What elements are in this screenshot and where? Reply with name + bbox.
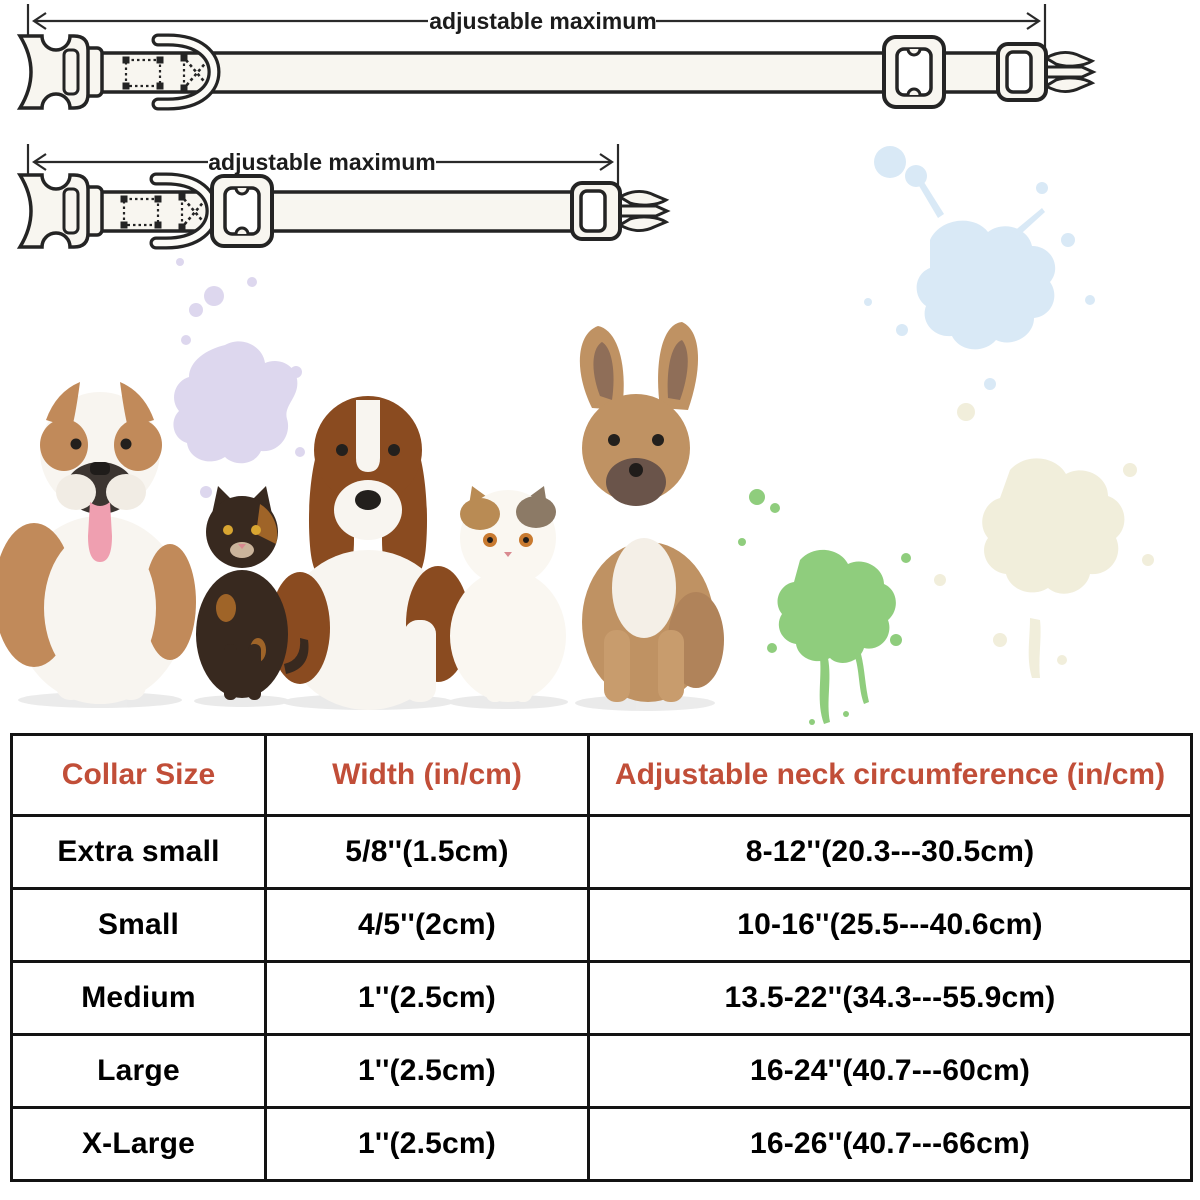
side-release-buckle-male-icon: [572, 183, 667, 239]
table-row-large: [12, 1035, 1192, 1108]
cell-size: Medium: [12, 962, 266, 1035]
collar-diagram-large: [0, 0, 1200, 128]
table-row-small: [12, 889, 1192, 962]
bulldog-illustration: [0, 382, 196, 704]
tri-glide-slider-icon: [212, 176, 272, 246]
cell-size: X-Large: [12, 1108, 266, 1181]
cell-size: Large: [12, 1035, 266, 1108]
cell-width: 1''(2.5cm): [266, 1108, 589, 1181]
adjustable-maximum-label-large: adjustable maximum: [429, 8, 657, 34]
paint-splatter-green-icon: [738, 489, 911, 725]
collar-diagram-small: [0, 128, 720, 260]
size-chart-header-row: [12, 735, 1192, 816]
table-row-x-large: [12, 1108, 1192, 1181]
exotic-cat-illustration: [450, 486, 566, 702]
collar-drawing-small: [20, 175, 667, 247]
french-bulldog-illustration: [580, 322, 724, 702]
paint-splatter-cream-icon: [934, 403, 1154, 678]
collar-strap: [92, 53, 1012, 92]
cell-neck: 16-26''(40.7---66cm): [589, 1108, 1192, 1181]
tri-glide-slider-icon: [884, 37, 944, 107]
side-release-buckle-male-icon: [998, 44, 1093, 100]
side-release-buckle-female-icon: [20, 36, 102, 108]
cell-width: 5/8''(1.5cm): [266, 816, 589, 889]
header-width: Width (in/cm): [266, 735, 589, 816]
cell-neck: 16-24''(40.7---60cm): [589, 1035, 1192, 1108]
header-neck-circumference: Adjustable neck circumference (in/cm): [589, 735, 1192, 816]
cell-neck: 13.5-22''(34.3---55.9cm): [589, 962, 1192, 1035]
cell-neck: 8-12''(20.3---30.5cm): [589, 816, 1192, 889]
size-chart-table: [10, 733, 1193, 1182]
side-release-buckle-female-icon: [20, 175, 102, 247]
collar-drawing-large: [20, 36, 1093, 108]
cell-width: 1''(2.5cm): [266, 1035, 589, 1108]
collar-strap: [92, 192, 586, 231]
header-collar-size: Collar Size: [12, 735, 266, 816]
paint-splatter-blue-icon: [864, 146, 1095, 390]
adjustable-maximum-label-small: adjustable maximum: [208, 149, 436, 175]
cell-size: Extra small: [12, 816, 266, 889]
cell-width: 4/5''(2cm): [266, 889, 589, 962]
cell-width: 1''(2.5cm): [266, 962, 589, 1035]
table-row-extra-small: [12, 816, 1192, 889]
cell-size: Small: [12, 889, 266, 962]
table-row-medium: [12, 962, 1192, 1035]
cell-neck: 10-16''(25.5---40.6cm): [589, 889, 1192, 962]
